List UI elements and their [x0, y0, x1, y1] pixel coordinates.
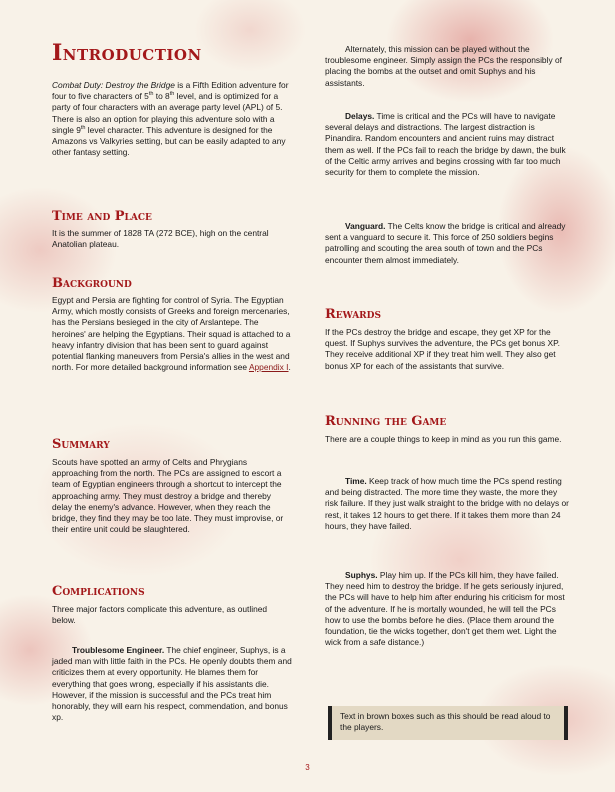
time-paragraph: Time. Keep track of how much time the PCs spend resting and being distracted. The more time they waste, the more they risk failure. If they just walk straight to the bridge with no delays or rest, it takes 12 hours to get there. If it takes them more than 24 hours, they have failed.	[325, 476, 569, 531]
appendix-link[interactable]: Appendix I	[248, 362, 289, 373]
delays-paragraph: Delays. Time is critical and the PCs will have to navigate several delays and distractions. The largest distraction is Pinandira. Random encounters and ancient ruins may distract them as well. If the PCs fail to reach the bridge by dawn, the bulk of the Celtic army arrives and begins crossing with far too much security for them to complete the mission.	[325, 111, 566, 178]
background-text: Egypt and Persia are fighting for control of Syria. The Egyptian Army, which mostly consists of Greeks and foreign mercenaries, has the Persians besieged in the city of Arslantepe. The heroines' are helping the Egyptians. Their squad is attached to a heavy infantry division that has been sent to guard against potential flanking maneuvers from Persia's allies in the west and north. For more detailed background information see Appendix I.	[52, 295, 291, 373]
rewards-text: If the PCs destroy the bridge and escape, they get XP for the quest. If Suphys survives the adventure, the PCs get bonus XP. They receive additional XP if they treat him well. They also get bonus XP for each of the assistants that survive.	[325, 327, 560, 371]
summary-text: Scouts have spotted an army of Celts and Phrygians approaching from the north. The PCs are assigned to escort a team of Egyptian engineers through a shortcut to intercept the approaching army. They must destroy a bridge and thereby delay the enemy's advance. However, when they reach the bridge, they find they may be too late. They must improvise, or their entire unit could be slaughtered.	[52, 457, 284, 535]
intro-paragraph: Combat Duty: Destroy the Bridge is a Fifth Edition adventure for four to five characters of 5th to 8th level, and is optimized for a party of four characters with an average party level (APL) of 5. There is also an option for playing this adventure solo with a single 9th level character. This adventure is designed for the Amazons vs Valkyries setting, but can be easily adapted to any other fantasy setting.	[52, 80, 289, 158]
intro-italic-title: Combat Duty: Destroy the Bridge	[52, 80, 175, 90]
background-heading: Background	[52, 276, 132, 291]
page-number: 3	[305, 763, 310, 772]
suphys-paragraph: Suphys. Play him up. If the PCs kill him, they have failed. They need him to destroy the bridge. If he gets seriously injured, the PCs will have to help him after enduring his criticism for most of the adventure. If he is mortally wounded, he will tell the PCs how to use the bombs before he dies. (Place them around the foundation, tie the wicks together, don't get them wet. Light the wick from a safe distance.)	[325, 570, 565, 648]
suphys-label: Suphys.	[345, 570, 378, 580]
time-place-text: It is the summer of 1828 TA (272 BCE), high on the central Anatolian plateau.	[52, 228, 269, 250]
troublesome-engineer-label: Troublesome Engineer.	[72, 645, 165, 655]
running-text: There are a couple things to keep in mind as you run this game.	[325, 434, 562, 444]
troublesome-engineer-paragraph: Troublesome Engineer. The chief engineer, Suphys, is a jaded man with little faith in the PCs. He openly doubts them and criticizes them at every opportunity. He blames them for everything that goes wrong, especially if his assistants die. However, if the mission is successful and the PCs treat him honorably, they will earn his respect, commendation, and bonus xp.	[52, 645, 292, 723]
read-aloud-box: Text in brown boxes such as this should be read aloud to the players.	[328, 706, 568, 740]
delays-label: Delays.	[345, 111, 375, 121]
complications-text: Three major factors complicate this adventure, as outlined below.	[52, 604, 268, 626]
rewards-heading: Rewards	[325, 307, 381, 322]
time-label: Time.	[345, 476, 367, 486]
running-heading: Running the Game	[325, 414, 447, 429]
alternate-paragraph: Alternately, this mission can be played without the troublesome engineer. Simply assign the PCs the responsibly of placing the bombs at the outset and omit Suphys and his assistants.	[325, 44, 562, 88]
complications-heading: Complications	[52, 584, 145, 599]
vanguard-label: Vanguard.	[345, 221, 386, 231]
time-place-heading: Time and Place	[52, 209, 152, 224]
page-title: Introduction	[52, 40, 202, 66]
summary-heading: Summary	[52, 437, 110, 452]
vanguard-paragraph: Vanguard. The Celts know the bridge is critical and already sent a vanguard to secure it. This force of 250 soldiers begins patrolling and scouting the area south of town and the PCs encounter them almost immediately.	[325, 221, 566, 265]
